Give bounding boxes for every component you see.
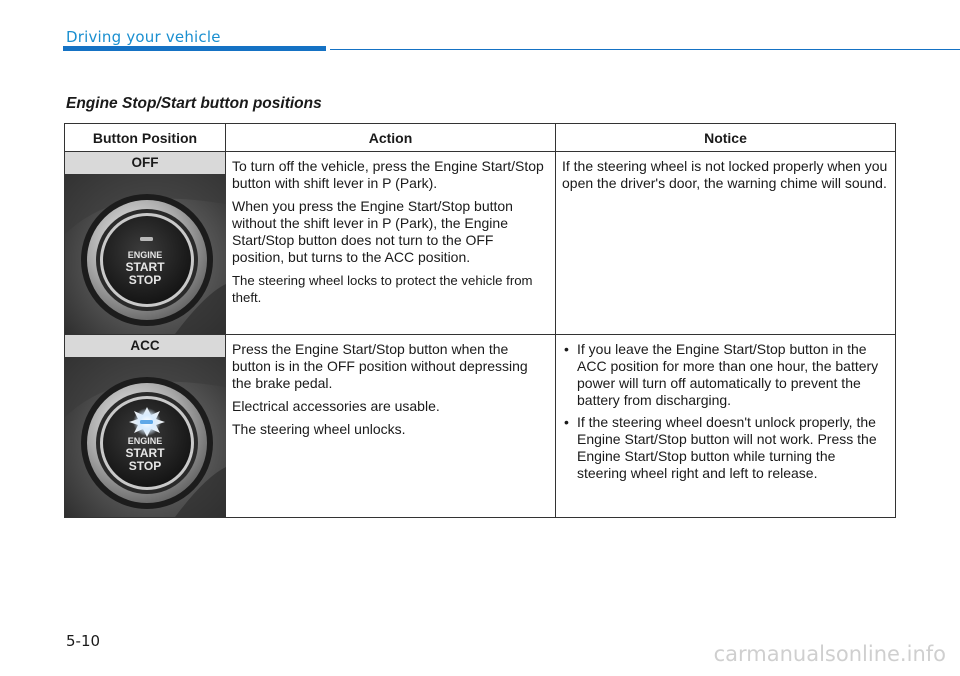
page-number: 5-10 — [66, 632, 101, 650]
chapter-title: Driving your vehicle — [66, 28, 221, 46]
action-cell-acc — [226, 335, 556, 518]
list-item — [562, 341, 889, 409]
action-text: The steering wheel locks to protect the vehicle from theft. — [232, 273, 533, 305]
list-item — [562, 414, 889, 482]
position-label-off: OFF — [131, 155, 159, 170]
bullet-icon: • — [564, 341, 569, 357]
notice-text: If you leave the Engine Start/Stop button in the ACC position for more than one hour, the battery power will turn off automatically to prevent the battery from discharging. — [577, 341, 879, 408]
position-cell-off — [65, 152, 226, 335]
table-row-off — [65, 152, 896, 335]
table-header-row — [65, 124, 896, 152]
action-text: When you press the Engine Start/Stop button without the shift lever in P (Park), the Engine Start/Stop button does not turn to the OFF position, but turns to the ACC position. — [232, 198, 513, 265]
button-text-start: START — [125, 446, 165, 460]
action-cell-off — [226, 152, 556, 335]
notice-cell-off — [556, 152, 896, 335]
bullet-icon: • — [564, 414, 569, 430]
button-text-engine: ENGINE — [127, 250, 163, 260]
button-text-start: START — [125, 260, 165, 274]
header-notice: Notice — [556, 124, 896, 152]
action-text: Electrical accessories are usable. — [232, 398, 440, 414]
action-text: The steering wheel unlocks. — [232, 421, 406, 437]
action-text: To turn off the vehicle, press the Engine Start/Stop button with shift lever in P (Park). — [232, 158, 544, 191]
notice-text: If the steering wheel is not locked properly when you open the driver's door, the warning chime will sound. — [562, 158, 888, 191]
button-text-engine: ENGINE — [127, 436, 163, 446]
button-text-stop: STOP — [128, 273, 162, 287]
position-cell-acc — [65, 335, 226, 518]
header-action: Action — [226, 124, 556, 152]
button-positions-table — [64, 123, 896, 518]
header-button-position: Button Position — [65, 124, 226, 152]
button-text-stop: STOP — [128, 459, 162, 473]
section-title: Engine Stop/Start button positions — [66, 95, 322, 112]
header-rule-thick — [63, 46, 326, 51]
watermark: carmanualsonline.info — [713, 642, 946, 666]
notice-cell-acc — [556, 335, 896, 518]
position-label-acc: ACC — [130, 338, 160, 353]
header-rule-thin — [330, 49, 960, 50]
notice-bullet-list — [562, 341, 889, 482]
engine-button-acc-image — [65, 357, 226, 517]
engine-button-off-image — [65, 174, 226, 334]
notice-text: If the steering wheel doesn't unlock properly, the Engine Start/Stop button will not work. Press the Engine Start/Stop button while turning the steering wheel right and left to release. — [577, 414, 877, 481]
action-text: Press the Engine Start/Stop button when the button is in the OFF position without depressing the brake pedal. — [232, 341, 528, 391]
table-row-acc — [65, 335, 896, 518]
